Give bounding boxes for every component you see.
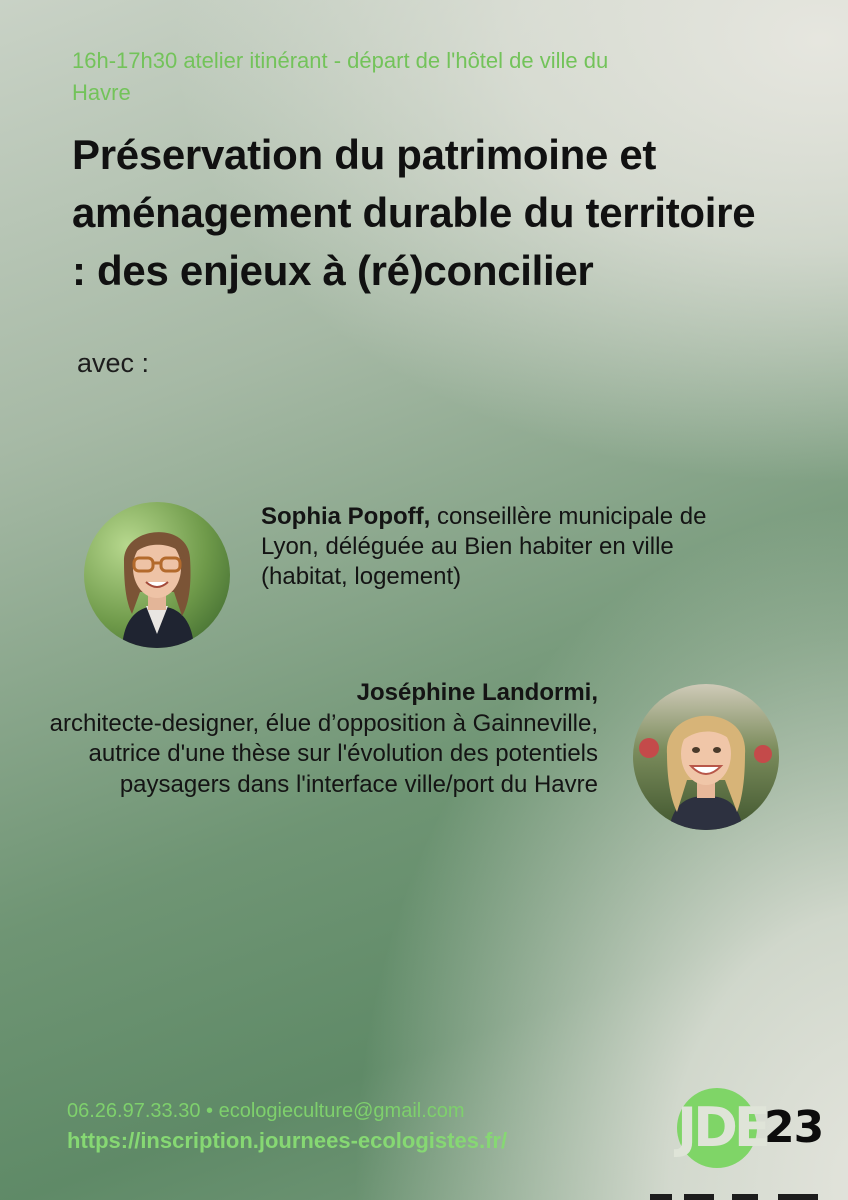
- speaker-photo-josephine: [633, 684, 779, 830]
- contact-info: [67, 1096, 667, 1156]
- logo-letters: JDE: [677, 1096, 767, 1159]
- logo-year: 23: [764, 1102, 824, 1153]
- speaker-bio-josephine: [38, 678, 598, 800]
- speaker-description-josephine: architecte-designer, élue d’opposition à Gainneville, autrice d'une thèse sur l'évolution des potentiels paysagers dans l'interface ville/port du Havre: [49, 709, 598, 798]
- speaker-card-josephine: [49, 678, 790, 888]
- event-title: Préservation du patrimoine et aménagement durable du territoire : des enjeux à (ré)concilier: [72, 131, 756, 294]
- speaker-description-sophia: conseillère municipale de Lyon, déléguée au Bien habiter en ville (habitat, logement): [261, 503, 707, 590]
- event-time-location: 16h-17h30 atelier itinérant - départ de l'hôtel de ville du Havre: [72, 48, 609, 105]
- contact-separator: •: [200, 1100, 219, 1122]
- speaker-name-sophia: Sophia Popoff,: [261, 503, 431, 530]
- contact-line: [67, 1096, 667, 1126]
- speaker-card-sophia: [84, 502, 734, 652]
- speaker-bio-sophia: [261, 502, 741, 592]
- phone-number[interactable]: 06.26.97.33.30: [67, 1100, 201, 1122]
- cropped-text-fragment: [640, 1194, 830, 1200]
- with-label: avec :: [77, 348, 150, 378]
- jde23-logo: [677, 1088, 822, 1168]
- email-link[interactable]: ecologieculture@gmail.com: [218, 1100, 465, 1122]
- registration-link[interactable]: https://inscription.journees-ecologistes.fr/: [67, 1128, 508, 1153]
- speaker-photo-sophia: [84, 502, 230, 648]
- speaker-name-josephine: Joséphine Landormi,: [356, 679, 598, 706]
